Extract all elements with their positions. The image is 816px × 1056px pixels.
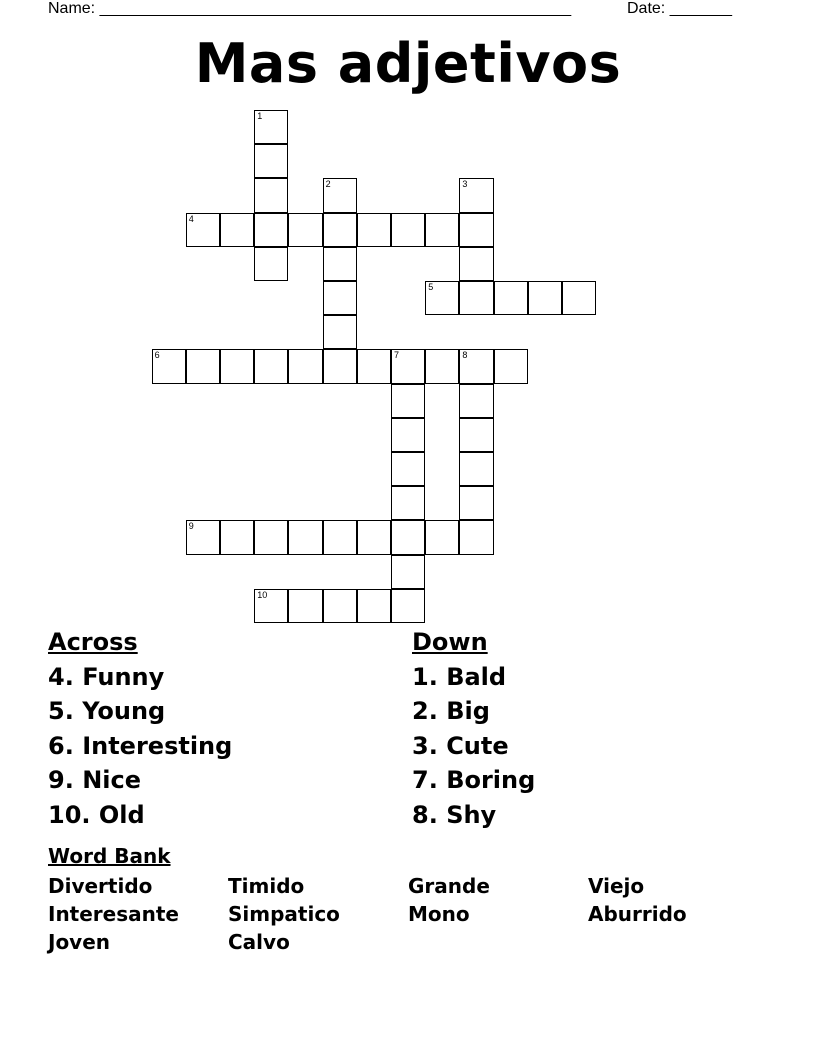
down-heading: Down — [412, 628, 488, 656]
cell-number: 7 — [394, 350, 400, 361]
crossword-cell[interactable] — [357, 213, 391, 247]
crossword-cell[interactable] — [459, 520, 493, 554]
cell-number: 4 — [188, 213, 194, 224]
crossword-cell[interactable] — [357, 589, 391, 623]
crossword-cell[interactable] — [323, 178, 357, 212]
cell-number: 9 — [188, 521, 194, 532]
down-clue: 2. Big — [412, 697, 490, 726]
crossword-cell[interactable] — [254, 213, 288, 247]
across-clue: 4. Funny — [48, 663, 165, 691]
word-bank-title: Word Bank — [48, 844, 171, 868]
crossword-cell[interactable] — [323, 281, 357, 315]
crossword-cell[interactable] — [459, 213, 493, 247]
crossword-cell[interactable] — [254, 589, 288, 623]
crossword-cell[interactable] — [288, 520, 322, 554]
crossword-cell[interactable] — [391, 349, 425, 383]
crossword-cell[interactable] — [220, 520, 254, 554]
cell-number: 1 — [257, 111, 263, 121]
crossword-cell[interactable] — [254, 349, 288, 383]
crossword-cell[interactable] — [425, 281, 459, 315]
crossword-cell[interactable] — [391, 384, 425, 418]
crossword-cell[interactable] — [254, 110, 288, 144]
crossword-cell[interactable] — [459, 384, 493, 418]
crossword-cell[interactable] — [494, 349, 528, 383]
cell-number: 10 — [257, 589, 268, 600]
crossword-cell[interactable] — [186, 349, 220, 383]
across-clue: 5. Young — [48, 697, 166, 726]
crossword-cell[interactable] — [459, 486, 493, 520]
crossword-cell[interactable] — [459, 349, 493, 383]
word-bank-item: Calvo — [228, 930, 290, 954]
crossword-cell[interactable] — [459, 247, 493, 281]
crossword-cell[interactable] — [391, 486, 425, 520]
crossword-cell[interactable] — [220, 349, 254, 383]
crossword-cell[interactable] — [186, 213, 220, 247]
page-title: Mas adjetivos — [194, 32, 622, 95]
crossword-cell[interactable] — [254, 247, 288, 281]
cell-number: 3 — [462, 179, 468, 190]
word-bank-item: Simpatico — [228, 902, 340, 926]
crossword-cell[interactable] — [391, 555, 425, 589]
crossword-cell[interactable] — [323, 247, 357, 281]
name-line: Name: _____________________________________________________ — [48, 0, 572, 17]
crossword-cell[interactable] — [459, 281, 493, 315]
crossword-cell[interactable] — [357, 520, 391, 554]
word-bank-item: Timido — [228, 874, 305, 898]
crossword-cell[interactable] — [220, 213, 254, 247]
crossword-cell[interactable] — [288, 349, 322, 383]
crossword-cell[interactable] — [425, 349, 459, 383]
down-clue: 1. Bald — [412, 663, 507, 691]
cell-number: 2 — [325, 179, 331, 190]
across-clue: 10. Old — [48, 800, 145, 829]
down-clue: 8. Shy — [412, 800, 497, 829]
word-bank-item: Aburrido — [588, 902, 687, 926]
down-clue: 3. Cute — [412, 731, 509, 760]
crossword-cell[interactable] — [391, 520, 425, 554]
crossword-cell[interactable] — [254, 520, 288, 554]
crossword-cell[interactable] — [459, 418, 493, 452]
cell-number: 6 — [154, 350, 160, 361]
word-bank-item: Viejo — [588, 874, 645, 898]
crossword-cell[interactable] — [288, 589, 322, 623]
crossword-cell[interactable] — [391, 418, 425, 452]
down-clues — [412, 628, 535, 832]
crossword-cell[interactable] — [391, 452, 425, 486]
crossword-cell[interactable] — [494, 281, 528, 315]
across-clues — [48, 628, 232, 832]
crossword-cell[interactable] — [152, 349, 186, 383]
crossword-cell[interactable] — [562, 281, 596, 315]
crossword-cell[interactable] — [528, 281, 562, 315]
date-line: Date: _______ — [627, 0, 732, 17]
crossword-cell[interactable] — [323, 349, 357, 383]
crossword-cell[interactable] — [254, 178, 288, 212]
crossword-cell[interactable] — [425, 213, 459, 247]
across-heading: Across — [48, 628, 138, 656]
crossword-cell[interactable] — [391, 213, 425, 247]
crossword-cell[interactable] — [323, 213, 357, 247]
word-bank-item: Joven — [48, 930, 111, 954]
cell-number: 5 — [428, 282, 434, 292]
across-clue: 9. Nice — [48, 766, 142, 795]
crossword-cell[interactable] — [323, 315, 357, 349]
word-bank-item: Grande — [408, 874, 490, 898]
crossword-cell[interactable] — [459, 452, 493, 486]
down-clue: 7. Boring — [412, 766, 536, 795]
crossword-cell[interactable] — [186, 520, 220, 554]
crossword-cell[interactable] — [323, 589, 357, 623]
word-bank-item: Mono — [408, 902, 470, 926]
crossword-cell[interactable] — [391, 589, 425, 623]
crossword-cell[interactable] — [288, 213, 322, 247]
across-clue: 6. Interesting — [48, 731, 233, 760]
crossword-cell[interactable] — [323, 520, 357, 554]
crossword-cell[interactable] — [425, 520, 459, 554]
crossword-cell[interactable] — [459, 178, 493, 212]
crossword-cell[interactable] — [254, 144, 288, 178]
crossword-cell[interactable] — [357, 349, 391, 383]
word-bank-item: Interesante — [48, 902, 179, 926]
word-bank-item: Divertido — [48, 874, 153, 898]
cell-number: 8 — [462, 350, 468, 361]
